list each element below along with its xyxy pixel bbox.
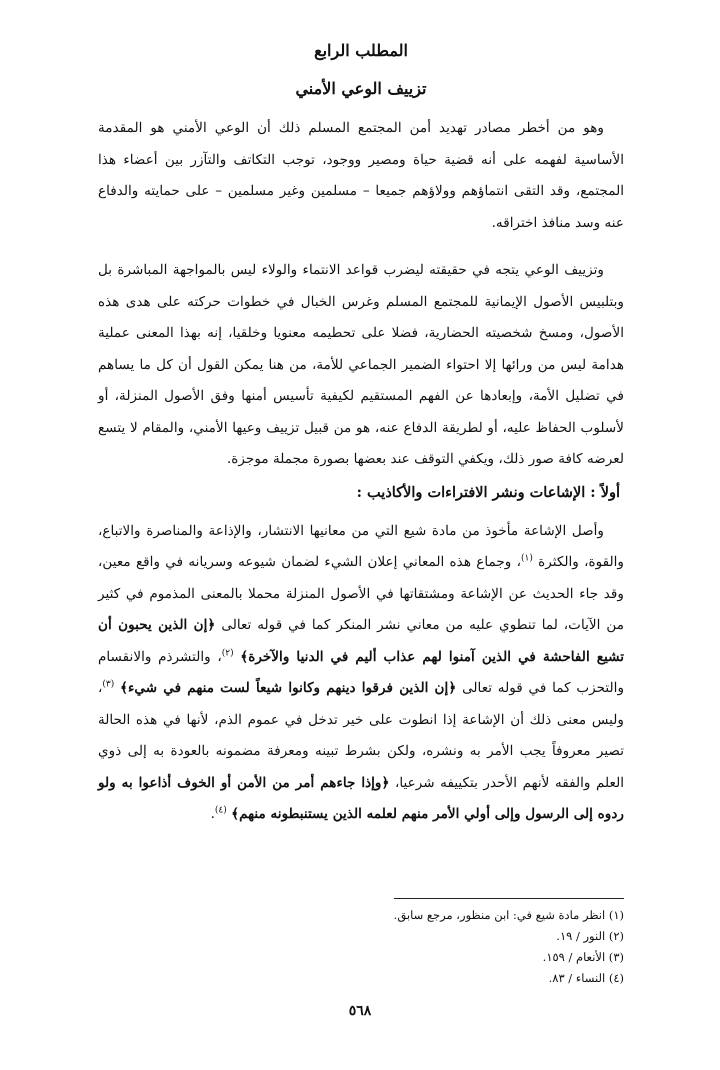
paragraph-text: ، وليس معنى ذلك أن الإشاعة إذا انطوت على خير تدخل في عموم الذم، لأنها في هذه الحالة تصير معروفاً يجب الأمر به ونشره، ولكن بشرط تبينه ومعرفة مضمونه بالعودة به إلى ذوي العلم والفقه لأنهم الأحدر بتكييفه شرعيا،	[98, 680, 625, 791]
footnote-item: (١) انظر مادة شيع في: ابن منظور، مرجع سابق.	[393, 908, 624, 922]
footnote-item: (٣) الأنعام / ١٥٩.	[542, 950, 624, 964]
page-subtitle: تزييف الوعي الأمني	[295, 79, 427, 98]
footnote-ref[interactable]: (٤)	[214, 805, 227, 816]
quran-quote: ﴿إن الذين يحبون أن تشيع الفاحشة في الذين آمنوا لهم عذاب أليم في الدنيا والآخرة﴾	[98, 617, 625, 665]
footnote-separator	[394, 898, 624, 899]
footnote-item: (٤) النساء / ٨٣.	[548, 971, 624, 985]
page-body	[98, 40, 624, 831]
paragraph-intro: وهو من أخطر مصادر تهديد أمن المجتمع المسلم ذلك أن الوعي الأمني هو المقدمة الأساسية لفهمه على أنه قضية حياة ومصير ووجود، توجب التكاتف والتآزر بين أعضاء هذا المجتمع، وقد التقى انتماؤهم وولاؤهم جميعا – مسلمين وغير مسلمين – على حمايته والدفاع عنه وسد منافذ اختراقه.	[98, 120, 624, 231]
section-title: المطلب الرابع	[314, 41, 408, 60]
page-number: ٥٦٨	[348, 1003, 372, 1019]
paragraph-rumors	[98, 516, 624, 831]
paragraph-text: ، وجماع هذه المعاني إعلان الشيء لضمان شيوعه وسريانه في واقع معين، وقد جاء الحديث عن الإشاعة ومشتقاتها في الأصول المنزلة محملا بالمعنى المذموم في كثير من الآيات، لما تنطوي عليه من معاني نشر المنكر كما في قوله تعالى	[98, 554, 624, 633]
footnote-ref[interactable]: (٣)	[102, 679, 115, 690]
footnotes	[98, 905, 624, 989]
paragraph-end: .	[210, 806, 215, 822]
quran-quote: ﴿وإذا جاءهم أمر من الأمن أو الخوف أذاعوا به ولو ردوه إلى الرسول وإلى أولي الأمر منهم لعلمه الذين يستنبطونه منهم﴾	[98, 774, 624, 822]
quran-quote: ﴿إن الذين فرقوا دينهم وكانوا شيعاً لست منهم في شيء﴾	[120, 680, 457, 696]
subsection-heading: أولاً : الإشاعات ونشر الافتراءات والأكاذيب :	[356, 483, 620, 501]
paragraph-falsification: وتزييف الوعي يتجه في حقيقته ليضرب قواعد الانتماء والولاء ليس بالمواجهة المباشرة بل وبتلبيس الأصول الإيمانية للمجتمع المسلم وغرس الخبال في خطوات حركته على هدى هذه الأصول، ومسخ شخصيته الحضارية، فضلا على تحطيمه معنويا وخلقيا، إنه بهذا المعنى عملية هدامة ليس من ورائها إلا احتواء الضمير الجماعي للأمة، من هنا يمكن القول أن كل ما يساهم في تضليل الأمة، وإبعادها عن الفهم المستقيم لكيفية تأسيس أمنها وفق الأصول المنزلة، أو لأسلوب الحفاظ عليه، أو لطريقة الدفاع عنه، هو من قبيل تزييف وعيها الأمني، والمقام لا يتسع لعرضه كافة صور ذلك، ويكفي التوقف عند بعضها بصورة مجملة موجزة.	[98, 262, 624, 467]
paragraph-text: وأصل الإشاعة مأخوذ من مادة شيع التي من معانيها الانتشار، والإذاعة والمناصرة والاتباع، والقوة، والكثرة	[98, 522, 624, 570]
paragraph-text: ، والتشرذم والانقسام والتحزب كما في قوله تعالى	[98, 648, 625, 696]
footnote-item: (٢) النور / ١٩.	[556, 929, 624, 943]
footnote-ref[interactable]: (٢)	[221, 647, 234, 658]
footnote-ref[interactable]: (١)	[520, 553, 533, 564]
